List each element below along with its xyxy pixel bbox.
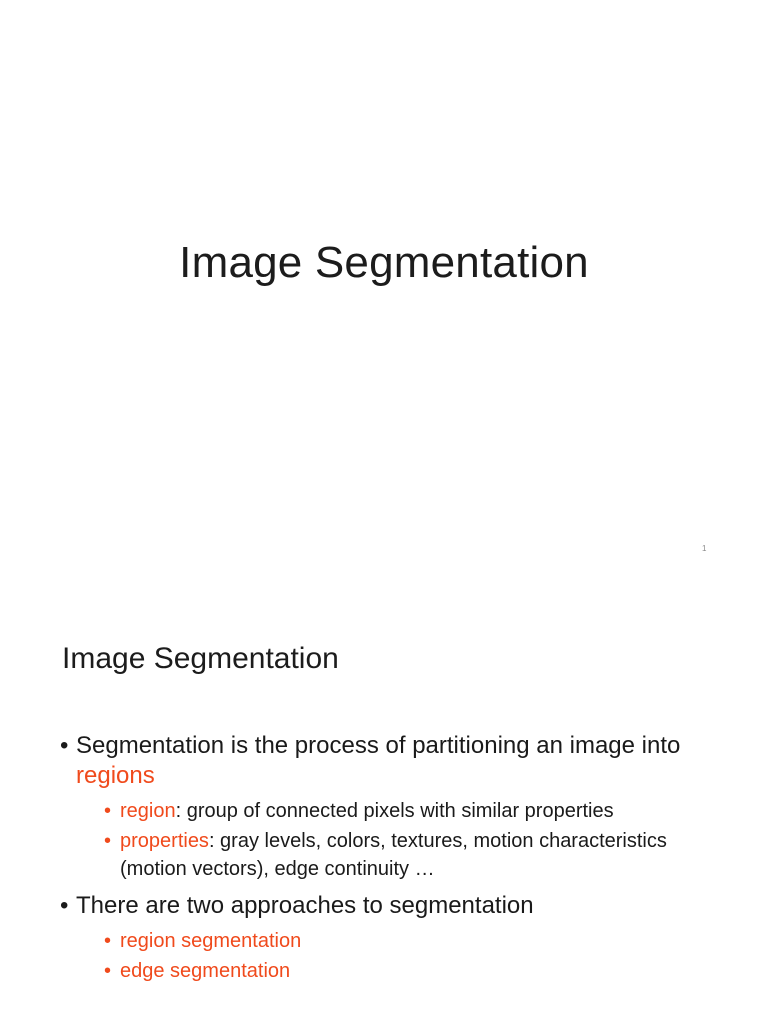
term-region: region (120, 800, 176, 822)
bullet-text: Segmentation is the process of partitioning an image into (76, 732, 681, 759)
definition-properties: : gray levels, colors, textures, motion characteristics (motion vectors), edge continuity … (120, 830, 667, 880)
sub-bullet-edge-segmentation (104, 957, 720, 985)
bullet-icon: • (104, 800, 112, 822)
bullet-icon: • (60, 732, 69, 759)
bullet-item-approaches (60, 891, 720, 921)
sub-bullet-region-segmentation (104, 927, 720, 955)
slide-number: 1 (702, 544, 707, 553)
term-properties: properties (120, 830, 209, 852)
highlight-regions: regions (76, 762, 155, 789)
slide-2 (0, 576, 768, 1024)
slide-1-title: Image Segmentation (179, 238, 589, 287)
bullet-text: There are two approaches to segmentation (76, 892, 534, 919)
bullet-icon: • (60, 892, 69, 919)
bullet-icon: • (104, 960, 112, 982)
bullet-icon: • (104, 930, 112, 952)
bullet-icon: • (104, 830, 112, 852)
approach-region-segmentation: region segmentation (120, 930, 302, 952)
sub-bullet-region (104, 797, 720, 825)
sub-bullet-properties (104, 827, 720, 883)
bullet-list (60, 731, 720, 987)
definition-region: : group of connected pixels with similar properties (175, 800, 614, 822)
bullet-item-segmentation-definition (60, 731, 720, 791)
slide-2-title: Image Segmentation (62, 642, 339, 675)
approach-edge-segmentation: edge segmentation (120, 960, 291, 982)
